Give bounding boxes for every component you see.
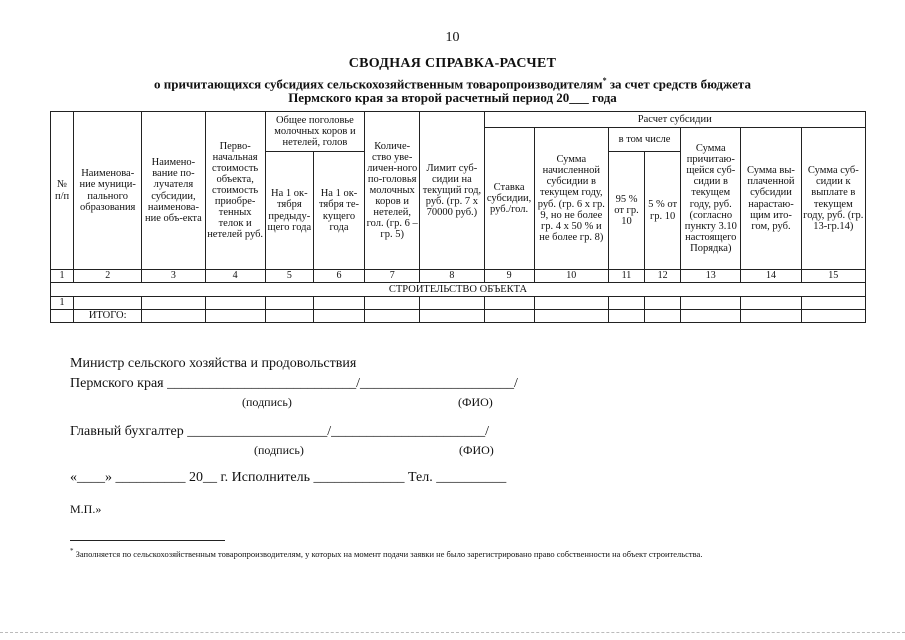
table-cell: [645, 297, 681, 310]
subtitle-text: о причитающихся субсидиях сельскохозяйственным товаропроизводителям: [154, 76, 603, 92]
table-cell: [420, 310, 484, 323]
minister-signature-line: Пермского края ___________________________/______________________/: [70, 376, 518, 391]
table-cell: [51, 310, 74, 323]
table-cell: [313, 310, 364, 323]
table-cell: [681, 310, 741, 323]
table-cell: [534, 310, 608, 323]
footnote-divider: [70, 540, 225, 541]
document-subtitle-line2: Пермского края за второй расчетный период 20___ года: [288, 90, 617, 105]
header-including: в том числе: [608, 128, 680, 152]
column-number: 4: [205, 270, 265, 283]
header-num: № п/п: [51, 112, 74, 270]
subtitle-text-end: за счет средств бюджета: [606, 76, 751, 92]
column-number: 15: [801, 270, 865, 283]
table-cell: [801, 310, 865, 323]
subsidy-table: [50, 111, 866, 323]
header-due-subsidy: Сумма причитаю-щейся суб-сидии в текущем году, руб. (согласно пункту 3.10 настоящего Порядка): [681, 128, 741, 270]
column-number: 2: [74, 270, 142, 283]
header-subsidy-calculation: Расчет субсидии: [484, 112, 866, 128]
table-cell: [142, 310, 205, 323]
table-cell: [142, 297, 205, 310]
table-cell: [484, 297, 534, 310]
column-number: 11: [608, 270, 644, 283]
accountant-signature-line: Главный бухгалтер ____________________/______________________/: [70, 424, 490, 439]
table-cell: [205, 297, 265, 310]
fio-caption: (ФИО): [458, 395, 493, 409]
column-number: 6: [313, 270, 364, 283]
date-executor-phone-line: «____» __________ 20__ г. Исполнитель _____________ Тел. __________: [70, 470, 507, 485]
total-row: [51, 310, 866, 323]
column-number: 3: [142, 270, 205, 283]
signature-caption: (подпись): [242, 395, 292, 409]
table-cell: [484, 310, 534, 323]
table-cell: [741, 297, 801, 310]
table-cell: [608, 310, 644, 323]
column-number: 5: [265, 270, 313, 283]
header-subsidy-to-pay: Сумма суб-сидии к выплате в текущем году, руб. (гр. 13-гр.14): [801, 128, 865, 270]
document-title: СВОДНАЯ СПРАВКА-РАСЧЕТ: [348, 56, 557, 71]
stamp-place: М.П.»: [70, 502, 102, 516]
table-cell: [365, 297, 420, 310]
fio-caption: (ФИО): [459, 443, 494, 457]
table-cell: [205, 310, 265, 323]
table-cell: [365, 310, 420, 323]
header-herd-increase: Количе-ство уве-личен-ного по-головья молочных коров и нетелей, гол. (гр. 6 – гр. 5): [365, 112, 420, 270]
header-initial-cost: Перво-начальная стоимость объекта, стоимость приобре-тенных телок и нетелей руб.: [205, 112, 265, 270]
column-number: 10: [534, 270, 608, 283]
signature-caption: (подпись): [254, 443, 304, 457]
footnote-marker: *: [70, 547, 74, 555]
row-number: 1: [51, 297, 74, 310]
header-subsidy-rate: Ставка субсидии, руб./гол.: [484, 128, 534, 270]
header-5-percent: 5 % от гр. 10: [645, 152, 681, 270]
table-cell: [420, 297, 484, 310]
column-number: 7: [365, 270, 420, 283]
table-cell: [313, 297, 364, 310]
table-cell: [74, 297, 142, 310]
table-cell: [534, 297, 608, 310]
minister-title: Министр сельского хозяйства и продовольствия: [70, 356, 357, 371]
table-cell: [645, 310, 681, 323]
table-cell: [265, 297, 313, 310]
page-number: 10: [445, 30, 460, 45]
scan-edge-line: [0, 632, 905, 633]
header-total-herd: Общее поголовье молочных коров и нетелей, голов: [265, 112, 364, 152]
header-accrued-subsidy: Сумма начисленной субсидии в текущем году, руб. (гр. 6 х гр. 9, но не более гр. 4 х 50 % и не более гр. 8): [534, 128, 608, 270]
table-cell: [265, 310, 313, 323]
header-herd-previous-year: На 1 ок-тября предыду-щего года: [265, 152, 313, 270]
header-recipient: Наимено-вание по-лучателя субсидии, наименова-ние объ-екта: [142, 112, 205, 270]
column-number: 9: [484, 270, 534, 283]
footnote-marker: *: [602, 76, 607, 85]
column-number: 14: [741, 270, 801, 283]
table-cell: [801, 297, 865, 310]
header-herd-current-year: На 1 ок-тября те-кущего года: [313, 152, 364, 270]
total-label: ИТОГО:: [74, 310, 142, 323]
footnote-text: Заполняется по сельскохозяйственным товаропроизводителям, у которых на момент подачи заявки не было зарегистрировано право собственности на объект строительства.: [73, 548, 703, 559]
table-cell: [741, 310, 801, 323]
footnote: [70, 547, 830, 560]
table-cell: [681, 297, 741, 310]
header-subsidy-limit: Лимит суб-сидии на текущий год, руб. (гр. 7 х 70000 руб.): [420, 112, 484, 270]
table-row: [51, 297, 866, 310]
column-number: 13: [681, 270, 741, 283]
column-number: 1: [51, 270, 74, 283]
column-number: 12: [645, 270, 681, 283]
header-paid-subsidy: Сумма вы-плаченной субсидии нарастаю-щим ито-гом, руб.: [741, 128, 801, 270]
column-number: 8: [420, 270, 484, 283]
table-cell: [608, 297, 644, 310]
header-95-percent: 95 % от гр. 10: [608, 152, 644, 270]
section-header: СТРОИТЕЛЬСТВО ОБЪЕКТА: [51, 283, 866, 297]
header-municipality: Наименова-ние муници-пального образования: [74, 112, 142, 270]
